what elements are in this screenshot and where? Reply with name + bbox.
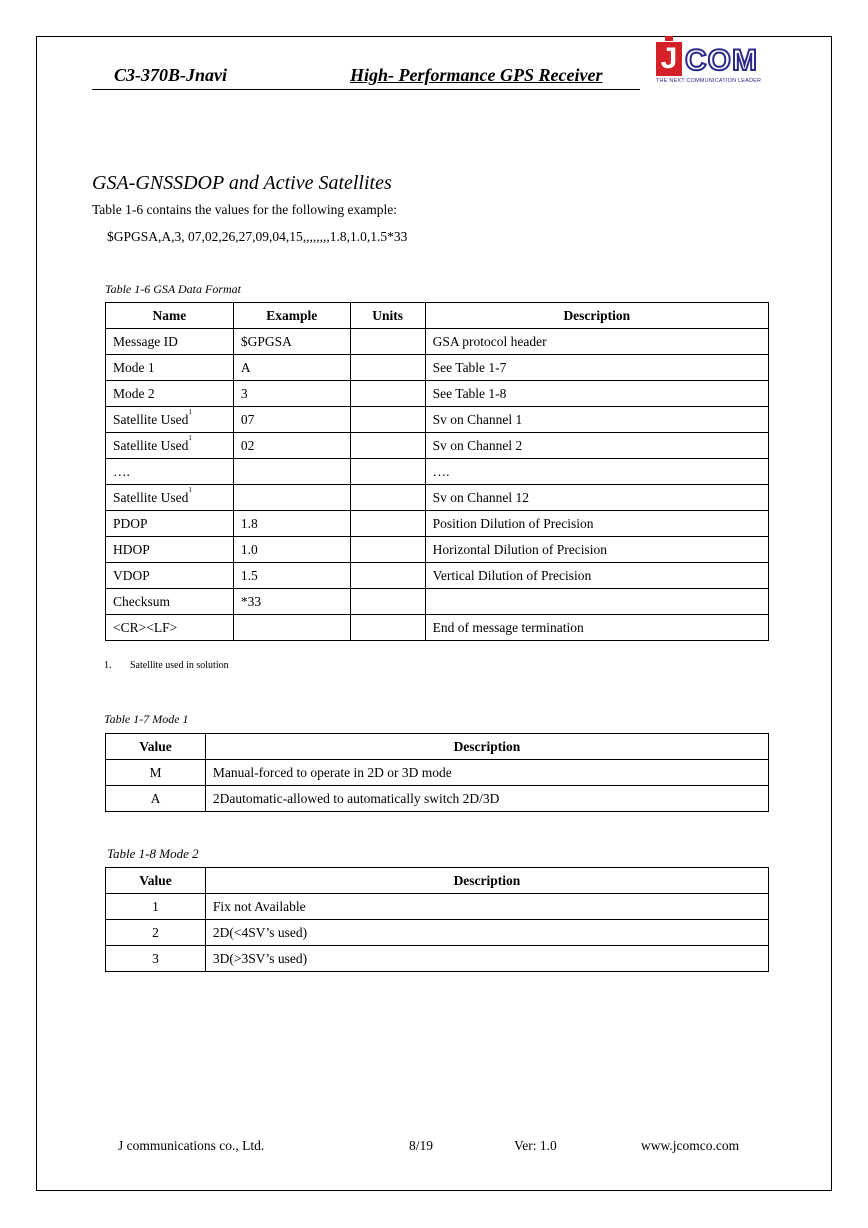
footnote-marker: 1 [188,486,192,494]
name-cell [106,459,234,485]
name-text: Mode 1 [113,359,155,375]
header-product-text: High- Performance GPS Receiver [350,65,603,85]
table-row [106,381,769,407]
example-cell: $GPGSA [233,329,350,355]
example-cell: A [233,355,350,381]
example-cell: 1.8 [233,511,350,537]
table-row [106,537,769,563]
name-cell [106,485,234,511]
units-cell [350,407,425,433]
logo-j: J [656,42,682,76]
name-cell [106,433,234,459]
description-cell: Fix not Available [205,894,768,920]
table16-caption: Table 1-6 GSA Data Format [105,282,242,296]
description-cell: Sv on Channel 2 [425,433,768,459]
footer-website: www.jcomco.com [641,1138,740,1153]
units-cell [350,485,425,511]
column-header: Value [106,734,206,760]
name-text: Satellite Used [113,489,189,505]
name-text: VDOP [113,567,150,583]
mode2-table [105,867,769,972]
logo-com: COM [685,44,758,77]
header-model: C3-370B-Jnavi [92,64,350,90]
table-row [106,615,769,641]
table-row [106,760,769,786]
description-cell: End of message termination [425,615,768,641]
description-cell: Horizontal Dilution of Precision [425,537,768,563]
table-header-row [106,734,769,760]
name-text: HDOP [113,541,150,557]
example-cell: 3 [233,381,350,407]
description-cell: 3D(>3SV’s used) [205,946,768,972]
table-row [106,563,769,589]
footer-page-number: 8/19 [409,1138,434,1153]
table-row [106,329,769,355]
name-text: Message ID [113,333,178,349]
description-cell: See Table 1-7 [425,355,768,381]
section-title: GSA-GNSSDOP and Active Satellites [92,172,392,194]
description-cell: Manual-forced to operate in 2D or 3D mode [205,760,768,786]
name-cell [106,407,234,433]
table-header-row [106,303,769,329]
description-cell: Vertical Dilution of Precision [425,563,768,589]
column-header: Name [106,303,234,329]
mode1-table [105,733,769,812]
table-row [106,946,769,972]
units-cell [350,589,425,615]
name-cell [106,329,234,355]
table-row [106,920,769,946]
units-cell [350,381,425,407]
table-row [106,407,769,433]
value-cell: A [106,786,206,812]
example-sentence: $GPGSA,A,3, 07,02,26,27,09,04,15,,,,,,,,1.8,1.0,1.5*33 [107,229,408,244]
example-cell: 1.5 [233,563,350,589]
footnote [104,660,229,671]
example-cell: *33 [233,589,350,615]
units-cell [350,511,425,537]
description-cell: Sv on Channel 1 [425,407,768,433]
units-cell [350,459,425,485]
description-cell: See Table 1-8 [425,381,768,407]
example-cell: 02 [233,433,350,459]
value-cell: 2 [106,920,206,946]
table-row [106,589,769,615]
column-header: Description [205,868,768,894]
footer-version: Ver: 1.0 [514,1138,557,1153]
description-cell: …. [425,459,768,485]
name-cell [106,563,234,589]
value-cell: 1 [106,894,206,920]
table17-caption: Table 1-7 Mode 1 [104,712,189,726]
table-row [106,511,769,537]
footnote-number: 1. [104,660,112,671]
table-row [106,485,769,511]
name-text: Satellite Used [113,411,189,427]
name-cell [106,537,234,563]
example-cell: 1.0 [233,537,350,563]
name-text: PDOP [113,515,148,531]
example-cell [233,485,350,511]
column-header: Description [205,734,768,760]
table-row [106,459,769,485]
example-cell [233,459,350,485]
table-row [106,894,769,920]
units-cell [350,433,425,459]
value-cell: 3 [106,946,206,972]
table-row [106,433,769,459]
name-cell [106,589,234,615]
name-text: <CR><LF> [113,619,178,635]
units-cell [350,563,425,589]
gsa-data-format-table [105,302,769,641]
name-cell [106,511,234,537]
name-cell [106,615,234,641]
name-cell [106,381,234,407]
column-header: Example [233,303,350,329]
description-cell: GSA protocol header [425,329,768,355]
name-text: Mode 2 [113,385,155,401]
logo-tagline: THE NEXT COMMUNICATION LEADER [656,78,762,84]
column-header: Value [106,868,206,894]
intro-text: Table 1-6 contains the values for the following example: [92,202,397,217]
example-cell: 07 [233,407,350,433]
description-cell: 2D(<4SV’s used) [205,920,768,946]
description-cell: Position Dilution of Precision [425,511,768,537]
column-header: Units [350,303,425,329]
description-cell [425,589,768,615]
footer-company: J communications co., Ltd. [118,1138,265,1153]
units-cell [350,329,425,355]
footnote-marker: 1 [188,434,192,442]
footnote-marker: 1 [188,408,192,416]
table18-caption: Table 1-8 Mode 2 [107,846,199,861]
table-row [106,786,769,812]
table-header-row [106,868,769,894]
header-product [350,64,640,90]
units-cell [350,355,425,381]
value-cell: M [106,760,206,786]
table-row [106,355,769,381]
column-header: Description [425,303,768,329]
description-cell: Sv on Channel 12 [425,485,768,511]
example-cell [233,615,350,641]
name-text: …. [113,463,130,479]
footnote-text: Satellite used in solution [130,660,229,671]
name-cell [106,355,234,381]
jcom-logo [656,42,780,86]
units-cell [350,537,425,563]
name-text: Satellite Used [113,437,189,453]
description-cell: 2Dautomatic-allowed to automatically switch 2D/3D [205,786,768,812]
units-cell [350,615,425,641]
name-text: Checksum [113,593,170,609]
